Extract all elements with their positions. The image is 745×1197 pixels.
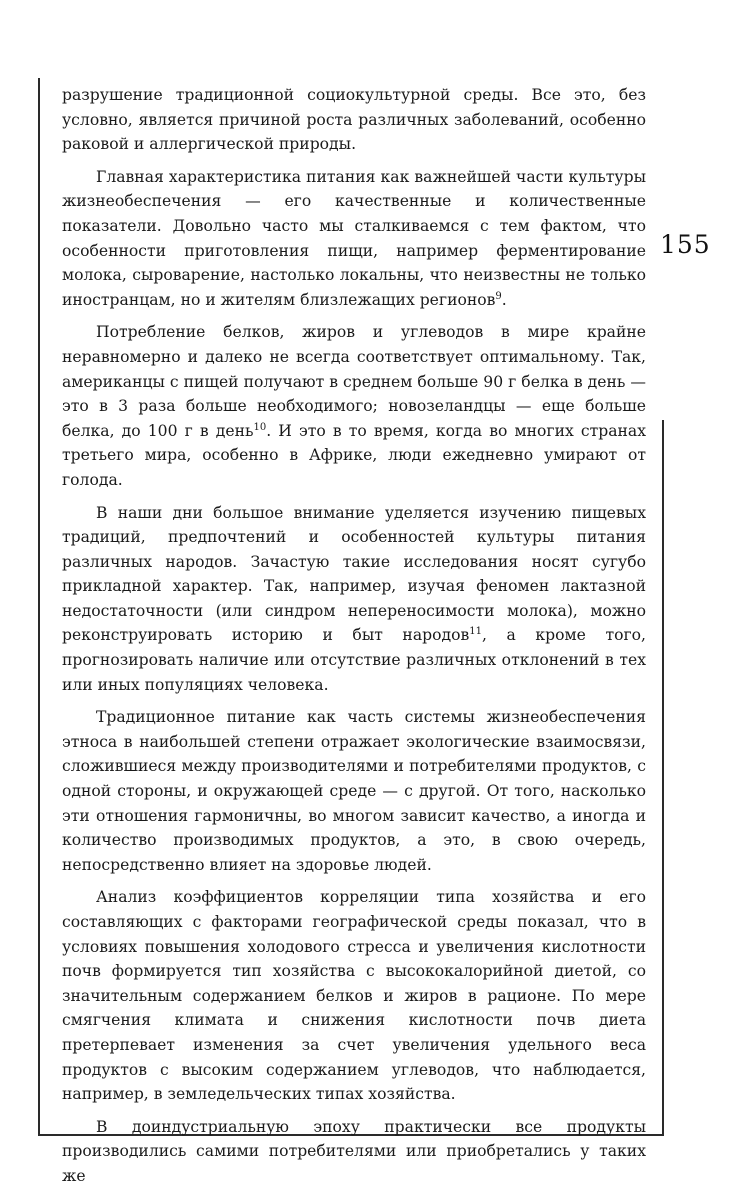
paragraph-6: Анализ коэффициентов корреляции типа хозяйства и его составляющих с факторами географической среды показал, что в условиях повышения холодового стресса и увеличения кислотности почв формируется тип хозяйства с высококалорийной диетой, со значительным содержанием белков и жиров в рационе. По мере смягчения климата и снижения кислотности почв диета претерпевает изменения за счет увеличения удельного веса продуктов с высоким содержанием углеводов, что наблюдается, например, в земледельческих типах хозяйства. [62,888,646,1104]
paragraph-4: В наши дни большое внимание уделяется изучению пищевых традиций, предпочтений и особенностей культуры питания различных народов. Зачастую такие исследования носят сугубо прикладной характер. Так, например, изучая феномен лактазной недостаточности (или синдром непереносимости молока), можно реконструировать историю и быт народов$^{11}$, а кроме того, прогнозировать наличие или отсутствие различных отклонений в тех или иных популяциях человека. [62,503,646,694]
paragraph-7: В доиндустриальную эпоху практически все продукты производились самими потребителями или приобретались у таких же [62,1117,646,1185]
paragraph-3: Потребление белков, жиров и углеводов в мире крайне неравномерно и далеко не всегда соответствует оптимальному. Так, американцы с пищей получают в среднем больше 90 г белка в день — это в 3 раза больше необходимого; новозеландцы — еще больше белка, до 100 г в день$^{10}$. И это в то время, когда во многих странах третьего мира, особенно в Африке, люди ежедневно умирают от голода. [62,323,646,489]
right-margin-rule [662,420,664,1136]
footnote-ref-11[interactable]: 11 [469,626,482,638]
paragraph-2: Главная характеристика питания как важнейшей части культуры жизнеобеспечения — его качественные и количественные показатели. Довольно часто мы сталкиваемся с тем фактом, что особенности приготовления пищи, например ферментирование молока, сыроварение, настолько локальны, что неизвестны не только иностранцам, но и жителям близлежащих регионов$^9$. [62,167,646,309]
left-margin-rule [38,78,40,1136]
footnote-ref-9[interactable]: 9 [495,290,502,302]
paragraph-1: разрушение традиционной социокультурной среды. Все это, без условно, является причиной роста различных заболеваний, особенно раковой и аллергической природы. [62,86,646,154]
footnote-ref-10[interactable]: 10 [253,421,267,433]
paragraph-5: Традиционное питание как часть системы жизнеобеспечения этноса в наибольшей степени отражает экологические взаимосвязи, сложившиеся между производителями и потребителями продуктов, с одной стороны, и окружающей среде — с другой. От того, насколько эти отношения гармоничны, во многом зависит качество, а иногда и количество производимых продуктов, а это, в свою очередь, непосредственно влияет на здоровье людей. [62,708,646,874]
page-number: 155 [660,230,711,259]
body-text [62,83,646,1197]
